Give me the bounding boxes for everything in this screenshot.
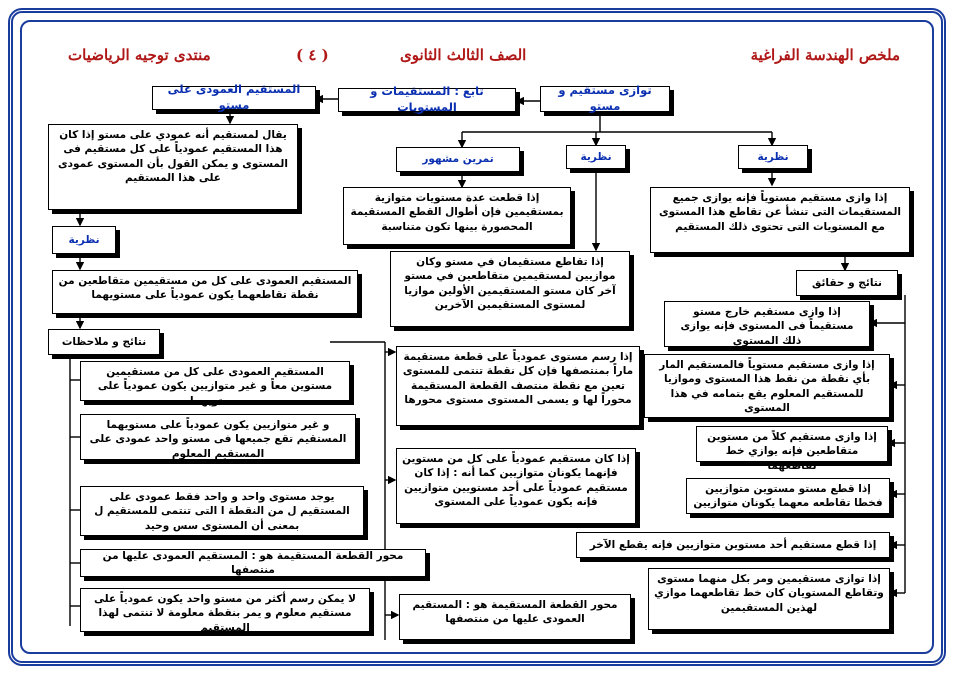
fact-3-text: إذا وازى مستقيم كلاً من مستوين متقاطعين فإنه يوازي خط تقاطعهما [696,426,888,462]
fact-2-text: إذا وازى مستقيم مستوياً فالمستقيم المار بأي نقطة من نقط هذا المستوى وموازيا للمستقيم المعلوم يقع بتمامه في هذا المستوى [644,354,890,418]
note-5-text: لا يمكن رسم أكثر من مستو واحد يكون عمودياً على مستقيم معلوم و يمر بنقطة معلومة لا تنتمى لهذا المستقيم [80,588,370,632]
header-title: ملخص الهندسة الفراغية [750,46,900,64]
theory-label-right: نظرية [738,145,808,169]
perpendicular-definition-text: يقال لمستقيم أنه عمودي على مستو إذا كان هذا المستقيم عمودياً على كل مستقيم فى المستوى و يمكن القول بأن المستوى عمودى على هذا المستقيم [48,124,298,210]
perpendicular-to-two-planes-text: إذا كان مستقيم عمودياً على كل من مستوين فإنهما يكونان متوازيين كما أنه : إذا كان مستقيم عمودياً على أحد مستويين متوازيين فإنه يكون عمودياً على المستوى [396,448,636,524]
parallel-line-plane-box: توازى مستقيم و مستو [540,86,670,112]
note-2-text: و غير متوازيين يكون عمودياً على مستويهما المستقيم تقع جميعها فى مستو واحد عمودى على المستقيم المعلوم [80,414,356,460]
exercise-text: إذا قطعت عدة مستويات متوازية بمستقيمين فإن أطوال القطع المستقيمة المحصورة بينها تكون متناسبة [343,187,571,245]
fact-1-text: إذا وازى مستقيم خارج مستو مستقيماً فى المستوى فإنه يوازى ذلك المستوى [664,301,870,347]
note-3-text: يوجد مستوى واحد و واحد فقط عمودى على المستقيم ل من النقطة ا التى تنتمى للمستقيم ل بمعنى أن المستوى سس وحيد [80,486,364,536]
theory-label-left: نظرية [52,226,116,254]
famous-exercise-label: تمرين مشهور [396,147,520,172]
perpendicular-theory-text: المستقيم العمودى على كل من مستقيمين متقاطعين من نقطة تقاطعهما يكون عمودياً على مستويهما [52,270,358,314]
header-grade: الصف الثالث الثانوى [400,46,527,64]
perpendicular-bisector-plane-text: إذا رسم مستوى عمودياً على قطعة مستقيمة ماراً بمنتصفها فإن كل نقطة تنتمى للمستوى تعين مع نقطة منتصف القطعة المستقيمة محوراً لها و يسمى المستوى مستوى محورها [396,346,640,426]
header-forum: منتدى توجيه الرياضيات [68,46,211,64]
theory-parallel-planes-text: إذا تقاطع مستقيمان في مستو وكان موازيين لمستقيمين متقاطعين في مستو آخر كان مستو المستقيمين الأولين موازيا لمستوى المستقيمين الآخرين [390,251,630,327]
fact-4-text: إذا قطع مستو مستوين متوازيين فخطا تقاطعه معهما يكونان متوازيين [686,478,890,514]
continued-topic-box: تابع : المستقيمات و المستويات [338,88,516,112]
theory-parallel-text: إذا وازى مستقيم مستوياً فإنه يوازى جميع المستقيمات التى تنشأ عن تقاطع هذا المستوى مع المستويات التى تحتوى ذلك المستقيم [650,187,910,253]
fact-5-text: إذا قطع مستقيم أحد مستوين متوازيين فإنه يقطع الآخر [576,532,890,558]
perpendicular-topic-box: المستقيم العمودى على مستو [152,86,316,110]
results-notes-label: نتائج و ملاحظات [48,329,160,355]
note-4-text: محور القطعة المستقيمة هو : المستقيم العمودى عليها من منتصفها [80,549,426,577]
header-page-number: ( ٤ ) [296,46,329,64]
results-facts-label: نتائج و حقائق [796,270,898,296]
fact-6-text: إذا توازى مستقيمين ومر بكل منهما مستوى وتقاطع المستويان كان خط تقاطعهما موازي لهذين المستقيمين [648,568,890,630]
bisector-definition-text: محور القطعة المستقيمة هو : المستقيم العمودى عليها من منتصفها [399,594,631,640]
note-1-text: المستقيم العمودى على كل من مستقيمين مستوين معاً و غير متوازيين يكون عمودياً على مستويهما [80,361,350,401]
theory-label-middle: نظرية [566,145,626,169]
